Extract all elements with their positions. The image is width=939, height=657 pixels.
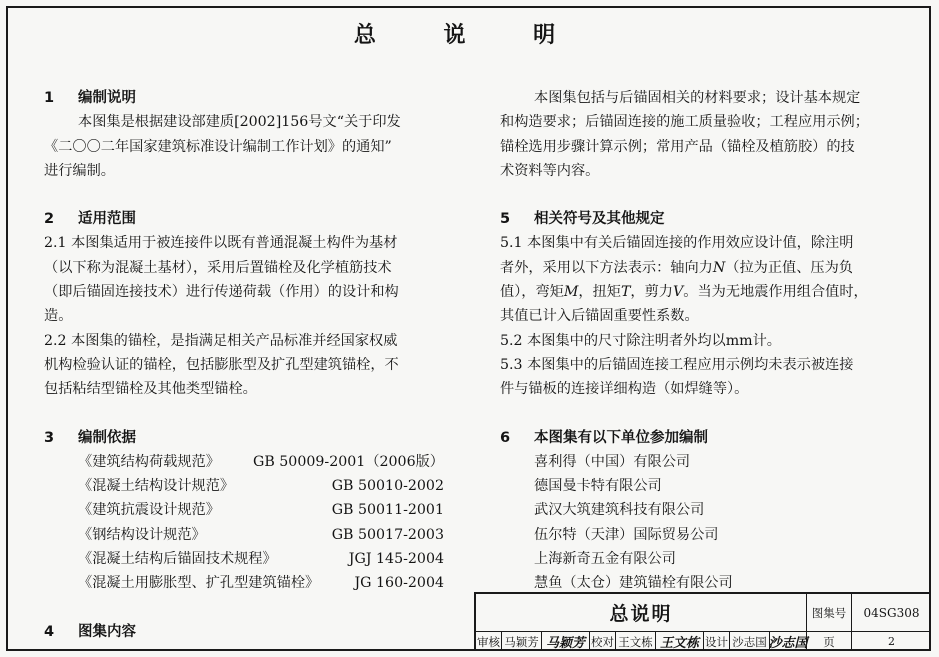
s5-line-3: 值），弯矩M，扭矩T，剪力V。当为无地震作用组合值时， xyxy=(500,284,868,301)
standard-item: 《混凝土结构后锚固技术规程》 JGJ 145-2004 xyxy=(78,551,444,568)
s5-line-2: 者外，采用以下方法表示：轴向力N（拉为正值、压为负 xyxy=(500,259,853,276)
section-2-heading: 2 适用范围 xyxy=(44,211,136,228)
page-label: 页 xyxy=(806,632,851,651)
section-4-heading: 4 图集内容 xyxy=(44,623,136,640)
signature-row xyxy=(476,632,806,651)
standard-item: 《建筑抗震设计规范》 GB 50011-2001 xyxy=(78,502,444,519)
s5-line-1: 5.1 本图集中有关后锚固连接的作用效应设计值，除注明 xyxy=(500,235,854,252)
symbol-t: T xyxy=(620,284,631,301)
s2-line-2: （以下称为混凝土基材），采用后置锚栓及化学植筋技术 xyxy=(44,259,392,276)
org-item: 喜利得（中国）有限公司 xyxy=(534,453,691,470)
atlas-number-label: 图集号 xyxy=(806,594,851,632)
left-column xyxy=(44,86,444,644)
symbol-m: M xyxy=(563,284,579,301)
review-label: 审核 xyxy=(476,632,502,651)
s2-line-5: 2.2 本图集的锚栓，是指满足相关产品标准并经国家权威 xyxy=(44,332,398,349)
s1-line-1: 本图集是根据建设部建质[2002]156号文“关于印发 xyxy=(78,114,401,131)
org-item: 武汉大筑建筑科技有限公司 xyxy=(534,502,705,519)
page-number: 2 xyxy=(851,632,931,651)
page-title: 总 说 明 xyxy=(353,23,586,48)
checker-name: 王文栋 xyxy=(616,632,656,651)
symbol-n: N xyxy=(712,259,726,276)
s2-line-4: 造。 xyxy=(44,308,73,325)
title-block xyxy=(474,592,931,651)
standard-item: 《混凝土用膨胀型、扩孔型建筑锚栓》 JG 160-2004 xyxy=(78,575,444,592)
title-block-title: 总说明 xyxy=(476,594,806,632)
checker-signature: 王文栋 xyxy=(656,632,704,651)
standard-item: 《建筑结构荷载规范》 GB 50009-2001（2006版） xyxy=(78,453,444,470)
org-item: 伍尔特（天津）国际贸易公司 xyxy=(534,526,719,543)
s5-line-5: 5.2 本图集中的尺寸除注明者外均以mm计。 xyxy=(500,332,781,349)
symbol-v: V xyxy=(673,284,684,301)
section-5-heading: 5 相关符号及其他规定 xyxy=(500,211,665,228)
section-6-heading: 6 本图集有以下单位参加编制 xyxy=(500,429,708,446)
standard-item: 《混凝土结构设计规范》 GB 50010-2002 xyxy=(78,478,444,495)
org-item: 慧鱼（太仓）建筑锚栓有限公司 xyxy=(534,575,733,592)
right-column xyxy=(500,86,905,596)
s2-line-1: 2.1 本图集适用于被连接件以既有普通混凝土构件为基材 xyxy=(44,235,398,252)
reviewer-signature: 马颖芳 xyxy=(542,632,590,651)
s2-line-7: 包括粘结型锚栓及其他类型锚栓。 xyxy=(44,381,257,398)
s4-line-1: 本图集包括与后锚固相关的材料要求；设计基本规定 xyxy=(534,90,861,106)
atlas-number: 04SG308 xyxy=(851,594,931,632)
s4-line-4: 术资料等内容。 xyxy=(500,162,600,179)
reviewer-name: 马颖芳 xyxy=(502,632,542,651)
standard-item: 《钢结构设计规范》 GB 50017-2003 xyxy=(78,526,444,543)
s5-line-6: 5.3 本图集中的后锚固连接工程应用示例均未表示被连接 xyxy=(500,356,854,373)
designer-name: 沙志国 xyxy=(730,632,770,651)
design-label: 设计 xyxy=(704,632,730,651)
section-1-heading: 1 编制说明 xyxy=(44,90,136,106)
s2-line-6: 机构检验认证的锚栓，包括膨胀型及扩孔型建筑锚栓，不 xyxy=(44,356,399,373)
s1-line-3: 进行编制。 xyxy=(44,162,115,179)
s2-line-3: （即后锚固连接技术）进行传递荷载（作用）的设计和构 xyxy=(44,284,399,301)
check-label: 校对 xyxy=(590,632,616,651)
designer-signature: 沙志国 xyxy=(768,636,808,651)
s5-line-7: 件与锚板的连接详细构造（如焊缝等）。 xyxy=(500,381,749,398)
s4-line-3: 锚栓选用步骤计算示例；常用产品（锚栓及植筋胶）的技 xyxy=(500,138,855,155)
s1-line-2: 《二〇〇二年国家建筑标准设计编制工作计划》的通知” xyxy=(44,138,392,155)
org-item: 上海新奇五金有限公司 xyxy=(534,551,676,568)
org-item: 德国曼卡特有限公司 xyxy=(534,478,662,495)
s5-line-4: 其值已计入后锚固重要性系数。 xyxy=(500,308,699,325)
s4-line-2: 和构造要求；后锚固连接的施工质量验收；工程应用示例； xyxy=(500,114,869,131)
section-3-heading: 3 编制依据 xyxy=(44,429,136,446)
